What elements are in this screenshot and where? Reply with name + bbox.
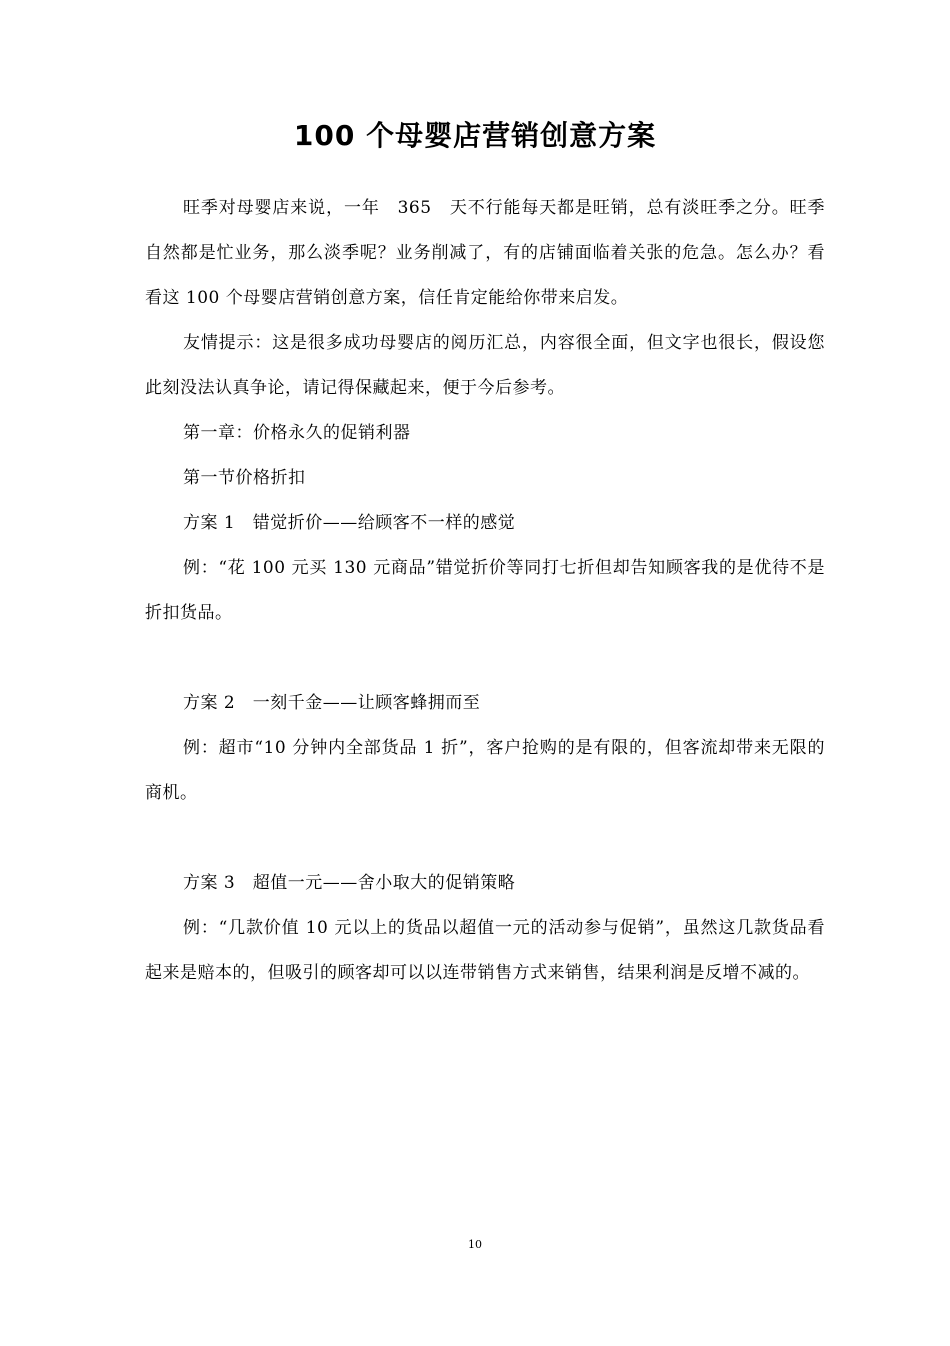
document-body — [145, 186, 825, 996]
plan-2-example: 例：超市“10 分钟内全部货品 1 折”，客户抢购的是有限的，但客流却带来无限的商机。 — [145, 738, 825, 803]
blank-line — [145, 636, 825, 681]
plan-1-example: 例：“花 100 元买 130 元商品”错觉折价等同打七折但却告知顾客我的是优待不是折扣货品。 — [145, 558, 825, 623]
plan-1-heading: 方案 1 错觉折价——给顾客不一样的感觉 — [183, 513, 516, 533]
plan-3-example: 例：“几款价值 10 元以上的货品以超值一元的活动参与促销”，虽然这几款货品看起来是赔本的，但吸引的顾客却可以以连带销售方式来销售，结果利润是反增不减的。 — [145, 918, 825, 983]
plan-2-heading: 方案 2 一刻千金——让顾客蜂拥而至 — [183, 693, 481, 713]
section-heading: 第一节价格折扣 — [183, 468, 306, 488]
plan-3-heading: 方案 3 超值一元——舍小取大的促销策略 — [183, 873, 516, 893]
intro-paragraph: 旺季对母婴店来说，一年 365 天不行能每天都是旺销，总有淡旺季之分。旺季自然都是忙业务，那么淡季呢？业务削减了，有的店铺面临着关张的危急。怎么办？看看这 100 个母婴店营销创意方案，信任肯定能给你带来启发。 — [145, 198, 825, 308]
document-title: 100 个母婴店营销创意方案 — [293, 119, 657, 152]
page-number: 10 — [468, 1238, 482, 1251]
chapter-heading: 第一章：价格永久的促销利器 — [183, 423, 411, 443]
blank-line — [145, 816, 825, 861]
tip-paragraph: 友情提示：这是很多成功母婴店的阅历汇总，内容很全面，但文字也很长，假设您此刻没法认真争论，请记得保藏起来，便于今后参考。 — [145, 333, 825, 398]
